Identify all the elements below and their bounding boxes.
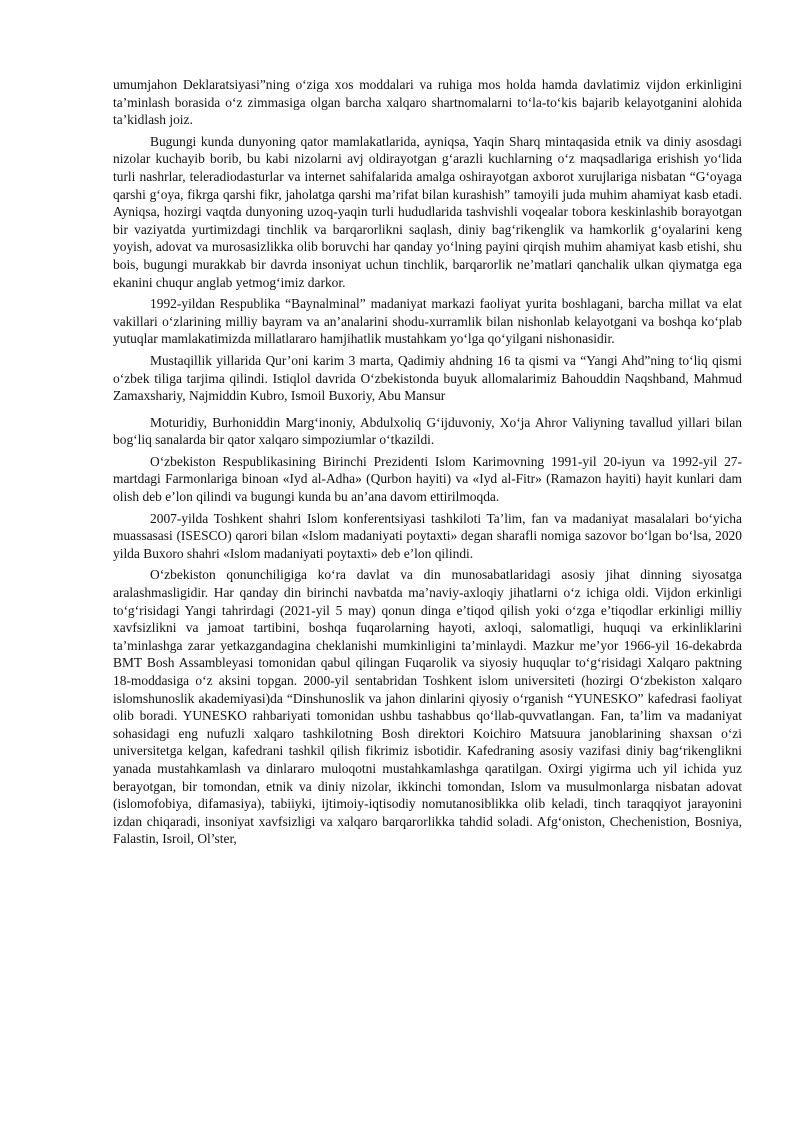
paragraph: Bugungi kunda dunyoning qator mamlakatlarida, ayniqsa, Yaqin Sharq mintaqasida etnik va diniy asosdagi nizolar kuchayib borib, bu kabi nizolarni avj oldirayotgan g‘arazli kuchlarning o‘z maqsadlariga erishish yo‘lida turli nashrlar, teleradiodasturlar va internet sahifalarida amalga oshirayotgan axborot xurujlariga nisbatan “G‘oyaga qarshi g‘oya, fikrga qarshi fikr, jaholatga qarshi ma’rifat bilan kurashish” tamoyili juda muhim ahamiyat kasb etadi. Ayniqsa, hozirgi vaqtda dunyoning uzoq-yaqin turli hududlarida tashvishli voqealar tobora keskinlashib borayotgan bir vaziyatda yurtimizdagi tinchlik va barqarorlikni saqlash, diniy bag‘rikenglik va hamkorlik g‘oyalarini keng yoyish, adovat va murosasizlikka olib boruvchi har qanday yo‘lning payini qirqish muhim ahamiyat kasb etishi, shu bois, bugungi murakkab bir davrda insoniyat uchun tinchlik, barqarorlik ne’matlari qanchalik ulkan qiymatga ega ekanini chuqur anglab yetmog‘imiz darkor. <box>113 133 742 290</box>
paragraph: Mustaqillik yillarida Qur’oni karim 3 marta, Qadimiy ahdning 16 ta qismi va “Yangi Ahd”ning to‘liq qismi o‘zbek tiliga tarjima qilindi. Istiqlol davrida O‘zbekistonda buyuk allomalarimiz Bahouddin Naqshband, Mahmud Zamaxshariy, Najmiddin Kubro, Ismoil Buxoriy, Abu Mansur <box>113 352 742 404</box>
paragraph: O‘zbekiston Respublikasining Birinchi Prezidenti Islom Karimovning 1991-yil 20-iyun va 1992-yil 27-martdagi Farmonlariga binoan «Iyd al-Adha» (Qurbon hayiti) va «Iyd al-Fitr» (Ramazon hayiti) hayit kunlari dam olish deb e’lon qilindi va bugungi kunda bu an’ana davom ettirilmoqda. <box>113 453 742 505</box>
paragraph: O‘zbekiston qonunchiligiga ko‘ra davlat va din munosabatlaridagi asosiy jihat dinning siyosatga aralashmasligidir. Har qanday din birinchi navbatda ma’naviy-axloqiy jihatlarni o‘z ichiga oldi. Vijdon erkinligi to‘g‘risidagi Yangi tahrirdagi (2021-yil 5 may) qonun dinga e’tiqod qilish yoki o‘zga e’tiqodlar erkinligi milliy xavfsizlikni va jamoat tartibini, boshqa fuqarolarning hayoti, axloqi, salomatligi, huquqi va erkinliklarini ta’minlashga zarar yetkazgandagina cheklanishi mumkinligini ta’minlaydi. Mazkur me’yor 1966-yil 16-dekabrda BMT Bosh Assambleyasi tomonidan qabul qilingan Fuqarolik va siyosiy huquqlar to‘g‘risidagi Xalqaro paktning 18-moddasiga o‘z aksini topgan. 2000-yil sentabridan Toshkent islom universiteti (hozirgi O‘zbekiston xalqaro islomshunoslik akademiyasi)da “Dinshunoslik va jahon dinlarini qiyosiy o‘rganish “YUNESKO” kafedrasi faoliyat olib boradi. YUNESKO rahbariyati tomonidan ushbu tashabbus qo‘llab-quvvatlangan. Fan, ta’lim va madaniyat sohasidagi eng nufuzli xalqaro tashkilotning Bosh direktori Koichiro Matsuura janoblarining shaxsan o‘zi universitetga kelgan, kafedrani tashkil qilish fikrimiz isbotidir. Kafedraning asosiy vazifasi diniy bag‘rikenglikni yanada mustahkamlash va dinlararo muloqotni mustahkamlashga qaratilgan. Oxirgi yigirma uch yil ichida yuz berayotgan, bir tomondan, etnik va diniy nizolar, ikkinchi tomondan, Islom va musulmonlarga nisbatan adovat (islomofobiya, difamasiya), tabiiyki, ijtimoiy-iqtisodiy nomutanosiblikka olib keladi, tinch taraqqiyot jarayonini izdan chiqaradi, insoniyat xavfsizligi va xalqaro barqarorlikka tahdid soladi. Afg‘oniston, Chechenistion, Bosniya, Falastin, Isroil, Ol’ster, <box>113 567 742 847</box>
paragraph: 1992-yildan Respublika “Baynalminal” madaniyat markazi faoliyat yurita boshlagani, barcha millat va elat vakillari o‘zlarining milliy bayram va an’analarini shodu-xurramlik bilan nishonlab kelayotgani va boshqa ko‘plab yutuqlar mamlakatimizda millatlararo hamjihatlik mustahkam yo‘lga qo‘yilgani nishonasidir. <box>113 296 742 347</box>
document-page <box>113 76 742 852</box>
paragraph: Moturidiy, Burhoniddin Marg‘inoniy, Abdulxoliq G‘ijduvoniy, Xo‘ja Ahror Valiyning tavallud yillari bilan bog‘liq sanalarda bir qator xalqaro simpoziumlar o‘tkazildi. <box>113 414 742 448</box>
paragraph: umumjahon Deklaratsiyasi”ning o‘ziga xos moddalari va ruhiga mos holda hamda davlatimiz vijdon erkinligini ta’minlash borasida o‘z zimmasiga olgan barcha xalqaro shartnomalarni to‘la-to‘kis bajarib kelayotganini alohida ta’kidlash joiz. <box>113 77 742 128</box>
paragraph: 2007-yilda Toshkent shahri Islom konferentsiyasi tashkiloti Ta’lim, fan va madaniyat masalalari bo‘yicha muassasasi (ISESCO) qarori bilan «Islom madaniyati poytaxti» degan sharafli nomiga sazovor bo‘lgan bo‘lsa, 2020 yilda Buxoro shahri «Islom madaniyati poytaxti» deb e’lon qilindi. <box>113 510 742 561</box>
